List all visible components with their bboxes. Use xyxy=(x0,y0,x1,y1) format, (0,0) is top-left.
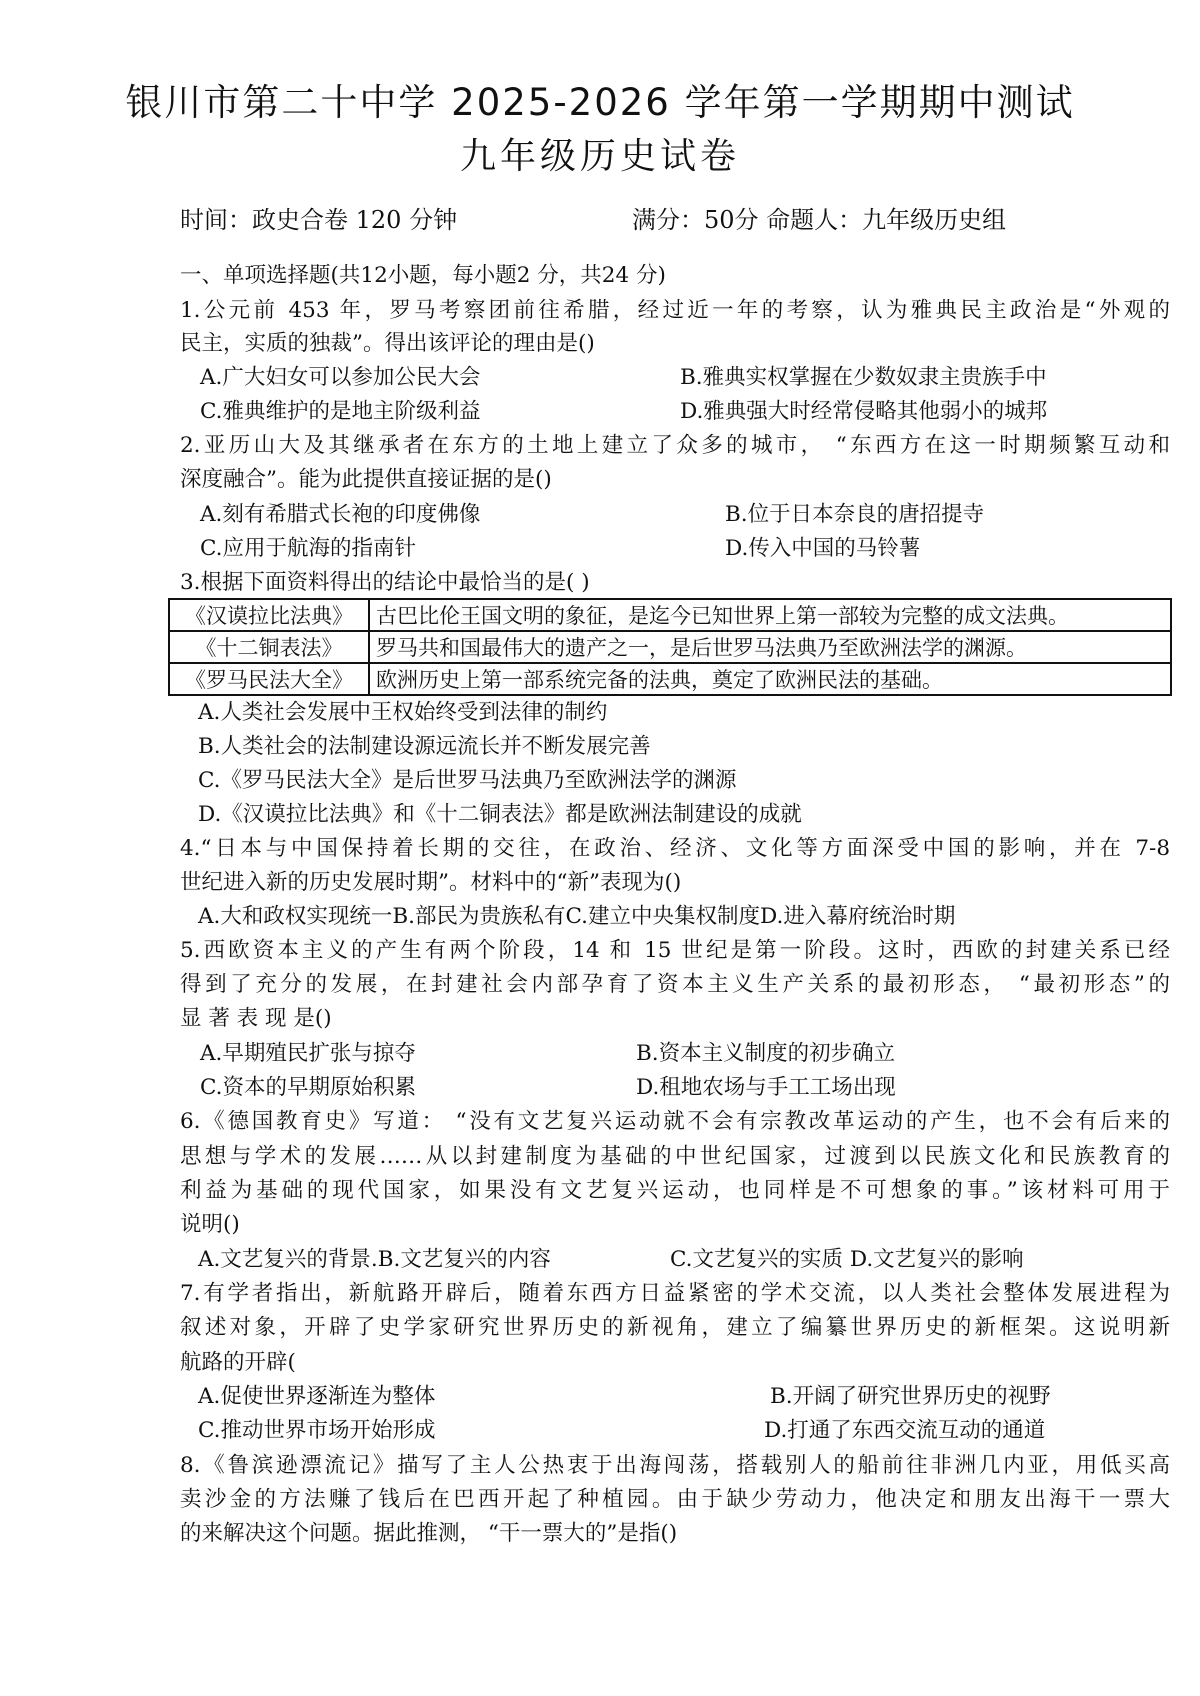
question-5-option-d: D.租地农场与手工工场出现 xyxy=(636,1075,896,1100)
law-name: 《罗马民法大全》 xyxy=(169,663,369,695)
exam-time-info: 时间：政史合卷 120 分钟 xyxy=(180,206,458,234)
question-5-option-c: C.资本的早期原始积累 xyxy=(200,1075,417,1100)
exam-subtitle: 九年级历史试卷 xyxy=(459,136,740,177)
question-7-text-2: 叙述对象，开辟了史学家研究世界历史的新视角，建立了编纂世界历史的新框架。这说明新 xyxy=(180,1315,1170,1340)
question-3-option-d: D.《汉谟拉比法典》和《十二铜表法》都是欧洲法制建设的成就 xyxy=(198,802,802,827)
question-3-option-b: B.人类社会的法制建设源远流长并不断发展完善 xyxy=(198,734,651,759)
question-4-text-2: 世纪进入新的历史发展时期”。材料中的“新”表现为() xyxy=(180,870,682,895)
question-5-text-3: 显 著 表 现 是() xyxy=(180,1006,332,1031)
question-7-text-3: 航路的开辟( xyxy=(180,1350,296,1375)
question-2-option-c: C.应用于航海的指南针 xyxy=(200,536,417,561)
question-7-option-b: B.开阔了研究世界历史的视野 xyxy=(770,1384,1051,1409)
law-description: 古巴比伦王国文明的象征，是迄今已知世界上第一部较为完整的成文法典。 xyxy=(369,599,1171,631)
question-8-text-2: 卖沙金的方法赚了钱后在巴西开起了种植园。由于缺少劳动力，他决定和朋友出海干一票大 xyxy=(180,1487,1170,1512)
law-name: 《汉谟拉比法典》 xyxy=(169,599,369,631)
question-2-text-2: 深度融合”。能为此提供直接证据的是() xyxy=(180,467,552,492)
exam-title: 银川市第二十中学 2025-2026 学年第一学期期中测试 xyxy=(125,81,1075,124)
law-table xyxy=(168,598,1172,696)
question-3-option-a: A.人类社会发展中王权始终受到法律的制约 xyxy=(198,700,608,725)
question-8-text-3: 的来解决这个问题。据此推测， “干一票大的”是指() xyxy=(180,1521,678,1546)
question-3-text: 3.根据下面资料得出的结论中最恰当的是( ) xyxy=(180,570,590,595)
question-4-text: 4.“日本与中国保持着长期的交往，在政治、经济、文化等方面深受中国的影响，并在 7-8 xyxy=(180,836,1170,861)
question-7-option-d: D.打通了东西交流互动的通道 xyxy=(764,1418,1046,1443)
question-2-option-a: A.刻有希腊式长袍的印度佛像 xyxy=(200,502,481,527)
law-name: 《十二铜表法》 xyxy=(169,631,369,663)
law-description: 罗马共和国最伟大的遗产之一，是后世罗马法典乃至欧洲法学的渊源。 xyxy=(369,631,1171,663)
question-3-option-c: C.《罗马民法大全》是后世罗马法典乃至欧洲法学的渊源 xyxy=(198,768,737,793)
table-row xyxy=(169,599,1171,631)
question-6-text-4: 说明() xyxy=(180,1212,240,1237)
table-row xyxy=(169,631,1171,663)
question-1-option-c: C.雅典维护的是地主阶级利益 xyxy=(200,399,481,424)
question-7-option-a: A.促使世界逐渐连为整体 xyxy=(198,1384,436,1409)
question-6-options-cd: C.文艺复兴的实质 D.文艺复兴的影响 xyxy=(670,1247,1024,1272)
question-5-option-a: A.早期殖民扩张与掠夺 xyxy=(200,1041,416,1066)
question-2-text: 2.亚历山大及其继承者在东方的土地上建立了众多的城市， “东西方在这一时期频繁互动和 xyxy=(180,433,1170,458)
table-row xyxy=(169,663,1171,695)
question-6-text-2: 思想与学术的发展……从以封建制度为基础的中世纪国家，过渡到以民族文化和民族教育的 xyxy=(180,1144,1170,1169)
question-1-text-2: 民主，实质的独裁”。得出该评论的理由是() xyxy=(180,331,595,356)
question-4-options: A.大和政权实现统一B.部民为贵族私有C.建立中央集权制度D.进入幕府统治时期 xyxy=(198,904,956,929)
question-6-text-3: 利益为基础的现代国家，如果没有文艺复兴运动，也同样是不可想象的事。”该材料可用于 xyxy=(180,1178,1170,1203)
question-1-option-d: D.雅典强大时经常侵略其他弱小的城邦 xyxy=(680,399,1048,424)
question-1-option-b: B.雅典实权掌握在少数奴隶主贵族手中 xyxy=(680,365,1047,390)
question-6-options-ab: A.文艺复兴的背景.B.文艺复兴的内容 xyxy=(198,1247,551,1272)
question-5-option-b: B.资本主义制度的初步确立 xyxy=(636,1041,896,1066)
law-description: 欧洲历史上第一部系统完备的法典，奠定了欧洲民法的基础。 xyxy=(369,663,1171,695)
question-1-option-a: A.广大妇女可以参加公民大会 xyxy=(200,365,481,390)
question-2-option-b: B.位于日本奈良的唐招提寺 xyxy=(725,502,985,527)
question-8-text: 8.《鲁滨逊漂流记》描写了主人公热衷于出海闯荡，搭载别人的船前往非洲几内亚，用低买高 xyxy=(180,1453,1170,1478)
question-6-text: 6.《德国教育史》写道： “没有文艺复兴运动就不会有宗教改革运动的产生，也不会有后来的 xyxy=(180,1109,1170,1134)
question-7-option-c: C.推动世界市场开始形成 xyxy=(198,1418,436,1443)
question-5-text: 5.西欧资本主义的产生有两个阶段，14 和 15 世纪是第一阶段。这时，西欧的封建关系已经 xyxy=(180,938,1170,963)
question-2-option-d: D.传入中国的马铃薯 xyxy=(725,536,921,561)
section-heading: 一、单项选择题(共12小题，每小题2 分，共24 分) xyxy=(180,263,666,288)
question-1-text: 1.公元前 453 年，罗马考察团前往希腊，经过近一年的考察，认为雅典民主政治是“外观的 xyxy=(180,298,1170,323)
question-7-text: 7.有学者指出，新航路开辟后，随着东西方日益紧密的学术交流，以人类社会整体发展进程为 xyxy=(180,1281,1170,1306)
question-5-text-2: 得到了充分的发展，在封建社会内部孕育了资本主义生产关系的最初形态， “最初形态”的 xyxy=(180,972,1170,997)
exam-score-info: 满分：50分 命题人：九年级历史组 xyxy=(632,206,1007,234)
